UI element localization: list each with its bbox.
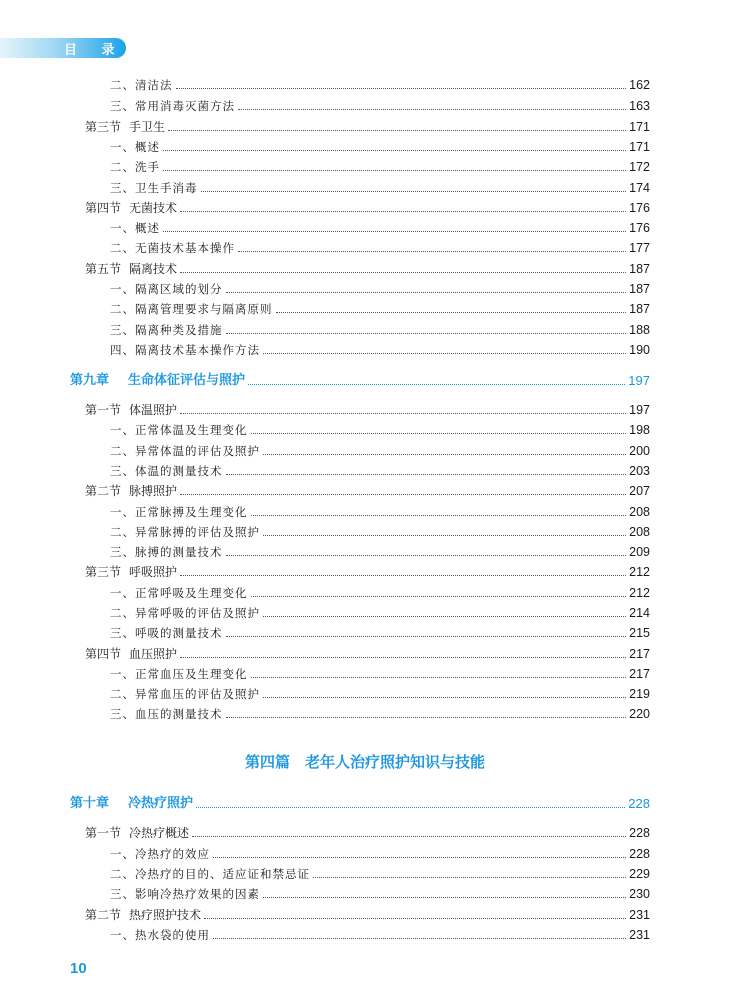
toc-entry-text: 概述	[135, 221, 160, 235]
dot-leader	[192, 836, 626, 837]
toc-entry-text: 隔离管理要求与隔离原则	[135, 302, 273, 316]
toc-entry-title	[110, 502, 248, 522]
toc-item-row[interactable]	[110, 583, 650, 603]
toc-entry-number: 第二节	[85, 908, 122, 922]
toc-page-number: 176	[629, 201, 650, 215]
dot-leader	[196, 807, 625, 808]
toc-page-number: 215	[629, 626, 650, 640]
toc-item-row[interactable]	[110, 522, 650, 542]
toc-entry-number: 第九章	[70, 373, 110, 388]
toc-item-row[interactable]	[110, 279, 650, 299]
toc-entry-title	[85, 259, 177, 279]
page-number: 10	[70, 960, 87, 977]
toc-page-number: 228	[628, 796, 650, 811]
toc-page-number: 187	[629, 282, 650, 296]
toc-entry-number: 三、	[110, 99, 135, 113]
toc-entry-text: 隔离种类及措施	[135, 323, 223, 337]
toc-section-row[interactable]	[85, 117, 650, 137]
toc-entry-text: 冷热疗照护	[128, 796, 194, 811]
toc-entry-title	[110, 238, 235, 258]
toc-entry-text: 隔离技术基本操作方法	[135, 343, 260, 357]
toc-entry-text: 呼吸的测量技术	[135, 626, 223, 640]
toc-entry-number: 一、	[110, 667, 135, 681]
dot-leader	[163, 170, 626, 171]
toc-section-row[interactable]	[85, 400, 650, 420]
toc-entry-title	[110, 664, 248, 684]
toc-entry-text: 正常血压及生理变化	[135, 667, 248, 681]
toc-entry-text: 异常体温的评估及照护	[135, 444, 260, 458]
toc-entry-text: 无菌技术基本操作	[135, 241, 235, 255]
toc-entry-number: 一、	[110, 140, 135, 154]
toc-page-number: 176	[629, 221, 650, 235]
toc-item-row[interactable]	[110, 884, 650, 904]
toc-page-number: 198	[629, 423, 650, 437]
toc-entry-number: 第四节	[85, 201, 122, 215]
toc-entry-number: 一、	[110, 928, 135, 942]
dot-leader	[163, 150, 626, 151]
toc-entry-text: 常用消毒灭菌方法	[135, 99, 235, 113]
dot-leader	[226, 333, 627, 334]
toc-entry-number: 二、	[110, 687, 135, 701]
toc-entry-text: 生命体征评估与照护	[128, 373, 246, 388]
toc-entry-title	[85, 905, 201, 925]
toc-entry-text: 冷热疗的目的、适应证和禁忌证	[135, 867, 310, 881]
dot-leader	[180, 272, 626, 273]
toc-page-number: 228	[629, 826, 650, 840]
toc-entry-title	[85, 198, 177, 218]
toc-entry-text: 洗手	[135, 160, 160, 174]
toc-entry-title	[110, 522, 260, 542]
toc-page-number: 187	[629, 262, 650, 276]
toc-page-number: 229	[629, 867, 650, 881]
toc-section-row[interactable]	[85, 823, 650, 843]
toc-entry-title	[110, 884, 260, 904]
toc-entry-title	[110, 844, 210, 864]
toc-entry-title	[110, 603, 260, 623]
toc-entry-number: 第二节	[85, 484, 122, 498]
toc-item-row[interactable]	[110, 664, 650, 684]
toc-entry-title	[110, 925, 210, 945]
toc-page-number: 174	[629, 181, 650, 195]
toc-entry-title	[110, 420, 248, 440]
toc-entry-title	[110, 279, 223, 299]
toc-page-number: 188	[629, 323, 650, 337]
dot-leader	[226, 717, 627, 718]
toc-entry-title	[85, 481, 177, 501]
toc-entry-title	[110, 320, 223, 340]
toc-page-number: 190	[629, 343, 650, 357]
dot-leader	[180, 657, 626, 658]
toc-item-row[interactable]	[110, 75, 650, 95]
toc-page-number: 200	[629, 444, 650, 458]
toc-page-number: 208	[629, 505, 650, 519]
dot-leader	[201, 191, 627, 192]
toc-page-number: 228	[629, 847, 650, 861]
toc-entry-title	[110, 704, 223, 724]
toc-page-number: 231	[629, 908, 650, 922]
toc-item-row[interactable]	[110, 684, 650, 704]
toc-entry-number: 三、	[110, 887, 135, 901]
toc-item-row[interactable]	[110, 157, 650, 177]
toc-page-number: 197	[628, 373, 650, 388]
toc-entry-title	[110, 623, 223, 643]
toc-entry-number: 二、	[110, 241, 135, 255]
dot-leader	[213, 938, 626, 939]
toc-item-row[interactable]	[110, 340, 650, 360]
toc-entry-title	[110, 178, 198, 198]
toc-entry-number: 一、	[110, 282, 135, 296]
toc-entry-number: 第四节	[85, 647, 122, 661]
dot-leader	[176, 88, 627, 89]
toc-entry-text: 冷热疗概述	[129, 826, 190, 840]
dot-leader	[263, 897, 626, 898]
toc-entry-title	[110, 218, 160, 238]
toc-entry-title	[110, 340, 260, 360]
toc-entry-number: 第一节	[85, 826, 122, 840]
toc-entry-number: 二、	[110, 160, 135, 174]
toc-entry-text: 影响冷热疗效果的因素	[135, 887, 260, 901]
toc-entry-text: 血压照护	[129, 647, 178, 661]
dot-leader	[226, 636, 627, 637]
toc-section-row[interactable]	[85, 905, 650, 925]
toc-item-row[interactable]	[110, 925, 650, 945]
toc-page-number: 203	[629, 464, 650, 478]
toc-entry-number: 三、	[110, 181, 135, 195]
toc-entry-text: 清洁法	[135, 78, 173, 92]
toc-entry-title	[110, 137, 160, 157]
toc-entry-text: 冷热疗的效应	[135, 847, 210, 861]
toc-entry-title	[110, 542, 223, 562]
toc-item-row[interactable]	[110, 502, 650, 522]
toc-entry-title	[85, 117, 165, 137]
toc-entry-text: 脉搏照护	[129, 484, 178, 498]
toc-item-row[interactable]	[110, 320, 650, 340]
toc-entry-number: 三、	[110, 626, 135, 640]
toc-entry-text: 概述	[135, 140, 160, 154]
toc-entry-number: 第三节	[85, 565, 122, 579]
toc-entry-text: 体温的测量技术	[135, 464, 223, 478]
dot-leader	[276, 312, 627, 313]
dot-leader	[313, 877, 626, 878]
dot-leader	[263, 454, 626, 455]
toc-entry-title	[110, 75, 173, 95]
toc-item-row[interactable]	[110, 844, 650, 864]
toc-item-row[interactable]	[110, 441, 650, 461]
toc-item-row[interactable]	[110, 178, 650, 198]
toc-item-row[interactable]	[110, 461, 650, 481]
toc-page-number: 207	[629, 484, 650, 498]
toc-entry-title	[110, 96, 235, 116]
dot-leader	[168, 130, 626, 131]
toc-entry-text: 无菌技术	[129, 201, 178, 215]
toc-item-row[interactable]	[110, 420, 650, 440]
dot-leader	[226, 555, 627, 556]
toc-entry-title	[110, 684, 260, 704]
dot-leader	[251, 596, 627, 597]
toc-page-number: 220	[629, 707, 650, 721]
toc-page-number: 162	[629, 78, 650, 92]
toc-entry-title	[110, 864, 310, 884]
toc-entry-text: 正常呼吸及生理变化	[135, 586, 248, 600]
dot-leader	[251, 677, 627, 678]
toc-entry-number: 二、	[110, 78, 135, 92]
part-title: 第四篇 老年人治疗照护知识与技能	[244, 753, 485, 771]
toc-entry-text: 异常脉搏的评估及照护	[135, 525, 260, 539]
toc-entry-text: 脉搏的测量技术	[135, 545, 223, 559]
toc-entry-title	[70, 794, 193, 814]
dot-leader	[251, 433, 627, 434]
toc-entry-number: 二、	[110, 606, 135, 620]
dot-leader	[204, 918, 626, 919]
toc-entry-number: 第三节	[85, 120, 122, 134]
toc-page-number: 171	[629, 140, 650, 154]
dot-leader	[248, 384, 625, 385]
toc-entry-text: 呼吸照护	[129, 565, 178, 579]
toc-section-row[interactable]	[85, 481, 650, 501]
toc-entry-title	[85, 644, 177, 664]
toc-page-number: 217	[629, 647, 650, 661]
toc-entry-text: 正常脉搏及生理变化	[135, 505, 248, 519]
toc-entry-title	[85, 400, 177, 420]
toc-page-number: 212	[629, 565, 650, 579]
toc-item-row[interactable]	[110, 864, 650, 884]
toc-entry-text: 热疗照护技术	[129, 908, 202, 922]
toc-entry-number: 一、	[110, 221, 135, 235]
toc-entry-title	[110, 461, 223, 481]
toc-page-number: 212	[629, 586, 650, 600]
dot-leader	[238, 251, 626, 252]
toc-section-row[interactable]	[85, 259, 650, 279]
dot-leader	[263, 697, 626, 698]
toc-entry-title	[85, 562, 177, 582]
toc-page-number: 172	[629, 160, 650, 174]
toc-entry-title	[110, 583, 248, 603]
toc-entry-text: 异常血压的评估及照护	[135, 687, 260, 701]
dot-leader	[213, 857, 626, 858]
dot-leader	[226, 292, 627, 293]
toc-item-row[interactable]	[110, 623, 650, 643]
toc-page-number: 171	[629, 120, 650, 134]
toc-item-row[interactable]	[110, 603, 650, 623]
toc-entry-text: 正常体温及生理变化	[135, 423, 248, 437]
toc-page-number: 219	[629, 687, 650, 701]
toc-page-number: 217	[629, 667, 650, 681]
toc-item-row[interactable]	[110, 704, 650, 724]
toc-entry-title	[70, 371, 245, 391]
dot-leader	[226, 474, 627, 475]
toc-entry-text: 隔离区域的划分	[135, 282, 223, 296]
toc-entry-number: 三、	[110, 323, 135, 337]
toc-entry-number: 二、	[110, 867, 135, 881]
toc-entry-number: 三、	[110, 707, 135, 721]
toc-entry-title	[110, 157, 160, 177]
toc-entry-text: 热水袋的使用	[135, 928, 210, 942]
toc-chapter-row[interactable]	[70, 794, 650, 814]
dot-leader	[180, 211, 626, 212]
toc-page-number: 214	[629, 606, 650, 620]
toc-item-row[interactable]	[110, 542, 650, 562]
toc-item-row[interactable]	[110, 96, 650, 116]
toc-entry-title	[110, 299, 273, 319]
toc-entry-title	[85, 823, 189, 843]
toc-entry-text: 卫生手消毒	[135, 181, 198, 195]
toc-entry-number: 四、	[110, 343, 135, 357]
dot-leader	[180, 575, 626, 576]
toc-entry-number: 二、	[110, 302, 135, 316]
toc-entry-title	[110, 441, 260, 461]
dot-leader	[163, 231, 626, 232]
toc-entry-text: 体温照护	[129, 403, 178, 417]
toc-entry-number: 第五节	[85, 262, 122, 276]
dot-leader	[180, 494, 626, 495]
toc-item-row[interactable]	[110, 238, 650, 258]
toc-entry-number: 三、	[110, 464, 135, 478]
toc-page-number: 163	[629, 99, 650, 113]
toc-section-row[interactable]	[85, 644, 650, 664]
toc-entry-text: 隔离技术	[129, 262, 178, 276]
dot-leader	[263, 616, 626, 617]
toc-entry-number: 一、	[110, 505, 135, 519]
toc-entry-number: 一、	[110, 586, 135, 600]
toc-section-row[interactable]	[85, 562, 650, 582]
toc-entry-text: 血压的测量技术	[135, 707, 223, 721]
toc-page-number: 209	[629, 545, 650, 559]
toc-entry-number: 第一节	[85, 403, 122, 417]
toc-page-number: 197	[629, 403, 650, 417]
toc-entry-text: 异常呼吸的评估及照护	[135, 606, 260, 620]
toc-entry-number: 二、	[110, 525, 135, 539]
toc-page-number: 177	[629, 241, 650, 255]
toc-entry-number: 一、	[110, 423, 135, 437]
toc-item-row[interactable]	[110, 218, 650, 238]
toc-item-row[interactable]	[110, 137, 650, 157]
toc-page-number: 230	[629, 887, 650, 901]
toc-entry-number: 二、	[110, 444, 135, 458]
dot-leader	[263, 535, 626, 536]
toc-section-row[interactable]	[85, 198, 650, 218]
toc-page-number: 187	[629, 302, 650, 316]
toc-item-row[interactable]	[110, 299, 650, 319]
toc-entry-number: 三、	[110, 545, 135, 559]
dot-leader	[263, 353, 626, 354]
toc-page-number: 208	[629, 525, 650, 539]
toc-page-number: 231	[629, 928, 650, 942]
dot-leader	[180, 413, 626, 414]
toc-entry-text: 手卫生	[129, 120, 166, 134]
toc-entry-number: 第十章	[70, 796, 110, 811]
toc-header-label: 目 录	[64, 43, 125, 58]
dot-leader	[238, 109, 626, 110]
dot-leader	[251, 515, 627, 516]
toc-chapter-row[interactable]	[70, 371, 650, 391]
toc-entry-number: 一、	[110, 847, 135, 861]
